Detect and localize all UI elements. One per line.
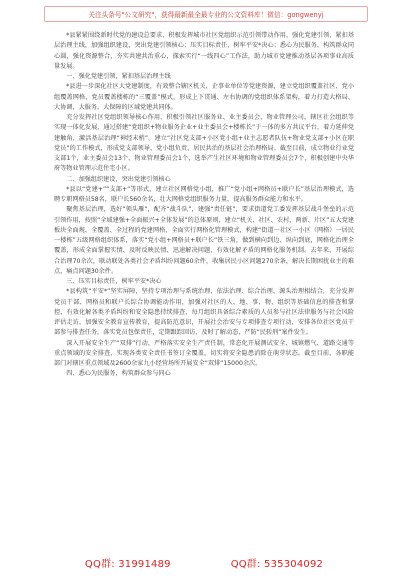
section-heading: 一、强化党建引领，紧扣基层治理主线 xyxy=(66,73,171,80)
footer-qq-right: QQ群: 535304092 xyxy=(230,559,324,570)
document-body xyxy=(54,31,354,380)
section-heading: 三、压实目标责任，树牢平安*决心 xyxy=(66,278,162,285)
paragraph: *县构筑“平安*”坚实屏障，坚持专项治理与系统治理、依法治理、综合治理、源头治理相结合，充分发挥党员干部、网格员和联户长综合协调能动作用，加强对社区的人、地、事、物、组织等基础信息的排查和掌控，有效化解各类矛盾纠纷和安全隐患持续排查，每月组织具备综合素质的人员参与社区法律服务与社会风险评估走访，加强安全教育宣传教育，提高防范意识，开展社会治安与专项排查专项行动，安排各位社区党员干部参与排查任务，落实党员包保责任，定期跟踪回访，及时了解动态，严防“民转刑”案件发生。 xyxy=(54,288,354,337)
paragraph: *县以“党建+”“支部+”等形式，建立社区网格党小组，推广“党小组+网格员+联户长”基层治理模式，选聘专职网格员58名，联户长560余名，壮大网格党组织服务力量，提高服务群众能力和水平。 xyxy=(54,185,354,203)
paragraph: 聚焦基层治理，选好“领头雁”，配齐“战斗队”，建强“责任链”，要求街道党工委发挥基层战斗堡垒的示范引领作用，按照“全域建强+全面振兴+全体发展”的总体原则，建立“机关、社区、农村、两新、片区”五大党建板块全面规、全覆盖、全过程的党建网格，全面实行网格化管理模式，构建“街道一社区一小区（网格）一居民一楼栋”五级网格组织体系，落实“党小组+网格员+联户长”铁三角，做到横向到边、纵向到底，网格化治理全覆盖，形成全面掌握实情、及时反映民情、迅速解决问题，有效化解矛盾的网格化服务机制。去年来，开展综合治理70余次，联动联处各类社会矛盾纠纷问题60余件，收集居民小区问题270余条，解决长期困扰业主的难点，痛点问题30余件。 xyxy=(54,206,354,275)
paragraph: 深入开展安全生产“双排”行动，严格落实安全生产责任制，常态化开展测试安全、城镇燃气、道路交通等重点领域的安全排查，实现各类安全责任书签订全覆盖，切实将安全隐患消除在萌芽状态。截至目前，各职能部门对辖区重点领域及2600余家九小经营场所开展安全“双排”15000余次。 xyxy=(54,339,354,367)
footer-qq-left: QQ群: 31991489 xyxy=(84,559,171,570)
paragraph: 充分发挥社区党组织领导核心作用，积极引领社区服务业、业主委员会、物业管理公司，辖区社会组织等实现一体化发展，通过搭建“党组织+物业服务企业+业主委员会+楼栋长”于一体的多方共议平台，着力延伸党建触角，激活基层治理“神经末梢”。建立“社区党支部+小区党小组+业主志愿者队伍+物业党支部+小区在职党员”的工作模式，形成党支部领导、党小组负责、居民共治的基层社会治理格局。截至目前，成立物业行业党支部1个，业主委员会13个、物业管理委员会1个，选举产生社区环境和物业管理委员会7个，积极创建中央华府等物业管理示范住宅小区。 xyxy=(54,114,354,173)
paragraph: *县进一步深化社区大党建制度，有效整合辖区机关、企事业单位等党建资源，建立党组织覆盖社区、党小组覆盖网格、党员覆盖楼栋的“三覆盖”模式，形成上下贯通、左右协调的党组织体系架构，着力打造大格局、大协调、大服务、大保障的区域党建共同体。 xyxy=(54,83,354,111)
paragraph: *县紧紧围绕新时代党的建设总要求，积极发挥城市社区党组织示范引领带动作用，强化党建引领，紧扣基层治理主线，加强组织建设，突出党建引领核心；压实目标责任，树牢平安*决心；悉心为民服务，构筑群众同心圆，强化资源整合，夯实共建共治重心，探索实行“一线四心”工作法，助力城市党建推动基层各项事业高质量发展。 xyxy=(54,32,354,70)
footer-contacts xyxy=(0,555,408,571)
section-heading: 四、悉心为民服务，构筑群众参与同心 xyxy=(66,370,171,378)
banner-wechat: 微信：gongwenyj xyxy=(267,11,324,19)
promo-banner xyxy=(44,6,368,22)
section-heading: 二、加强组织建设，突出党建引领核心 xyxy=(66,175,171,183)
banner-text: 关注头条号"公文研究"，获得最新最全最专业的公文资料库！ xyxy=(88,11,268,19)
